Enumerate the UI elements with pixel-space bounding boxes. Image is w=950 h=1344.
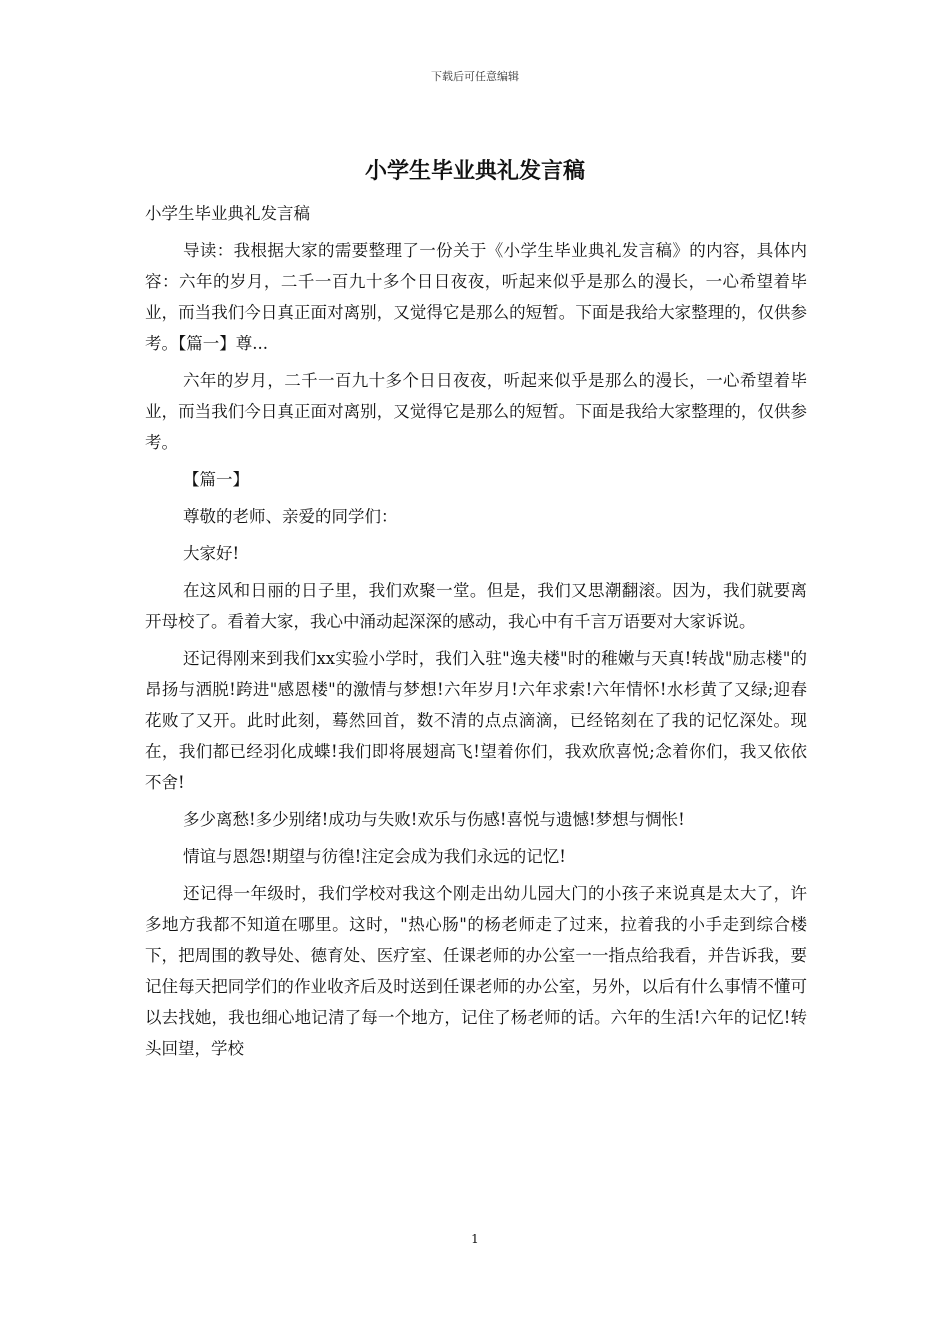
body-paragraph: 还记得刚来到我们xx实验小学时，我们入驻"逸夫楼"时的稚嫩与天真!转战"励志楼"的昂扬与洒脱!跨进"感恩楼"的激情与梦想!六年岁月!六年求索!六年情怀!水杉黄了又绿;迎春花败了又开。此时此刻，蓦然回首，数不清的点点滴滴，已经铭刻在了我的记忆深处。现在，我们都已经羽化成蝶!我们即将展翅高飞!望着你们，我欢欣喜悦;念着你们，我又依依不舍! bbox=[145, 649, 807, 792]
page-number: 1 bbox=[471, 1232, 479, 1246]
section-heading: 【篇一】 bbox=[182, 470, 249, 489]
greeting: 大家好! bbox=[182, 544, 240, 563]
document-title: 小学生毕业典礼发言稿 bbox=[364, 158, 585, 184]
summary-paragraph: 六年的岁月，二千一百九十多个日日夜夜，听起来似乎是那么的漫长，一心希望着毕业，而当我们今日真正面对离别，又觉得它是那么的短暂。下面是我给大家整理的，仅供参考。 bbox=[145, 371, 807, 452]
salutation: 尊敬的老师、亲爱的同学们： bbox=[182, 507, 398, 526]
body-paragraph: 多少离愁!多少别绪!成功与失败!欢乐与伤感!喜悦与遗憾!梦想与惆怅! bbox=[182, 810, 685, 829]
header-note: 下载后可任意编辑 bbox=[431, 70, 519, 83]
body-paragraph: 情谊与恩怨!期望与彷徨!注定会成为我们永远的记忆! bbox=[182, 847, 566, 866]
intro-paragraph: 导读：我根据大家的需要整理了一份关于《小学生毕业典礼发言稿》的内容，具体内容：六年的岁月，二千一百九十多个日日夜夜，听起来似乎是那么的漫长，一心希望着毕业，而当我们今日真正面对离别，又觉得它是那么的短暂。下面是我给大家整理的，仅供参考。【篇一】尊... bbox=[145, 241, 807, 353]
body-paragraph: 在这风和日丽的日子里，我们欢聚一堂。但是，我们又思潮翻滚。因为，我们就要离开母校了。看着大家，我心中涌动起深深的感动，我心中有千言万语要对大家诉说。 bbox=[145, 581, 807, 631]
body-paragraph: 还记得一年级时，我们学校对我这个刚走出幼儿园大门的小孩子来说真是太大了，许多地方我都不知道在哪里。这时，"热心肠"的杨老师走了过来，拉着我的小手走到综合楼下，把周围的教导处、德育处、医疗室、任课老师的办公室一一指点给我看，并告诉我，要记住每天把同学们的作业收齐后及时送到任课老师的办公室，另外，以后有什么事情不懂可以去找她，我也细心地记清了每一个地方，记住了杨老师的话。六年的生活!六年的记忆!转头回望，学校 bbox=[145, 884, 807, 1058]
document-body bbox=[145, 198, 807, 1070]
document-subtitle: 小学生毕业典礼发言稿 bbox=[145, 204, 310, 223]
